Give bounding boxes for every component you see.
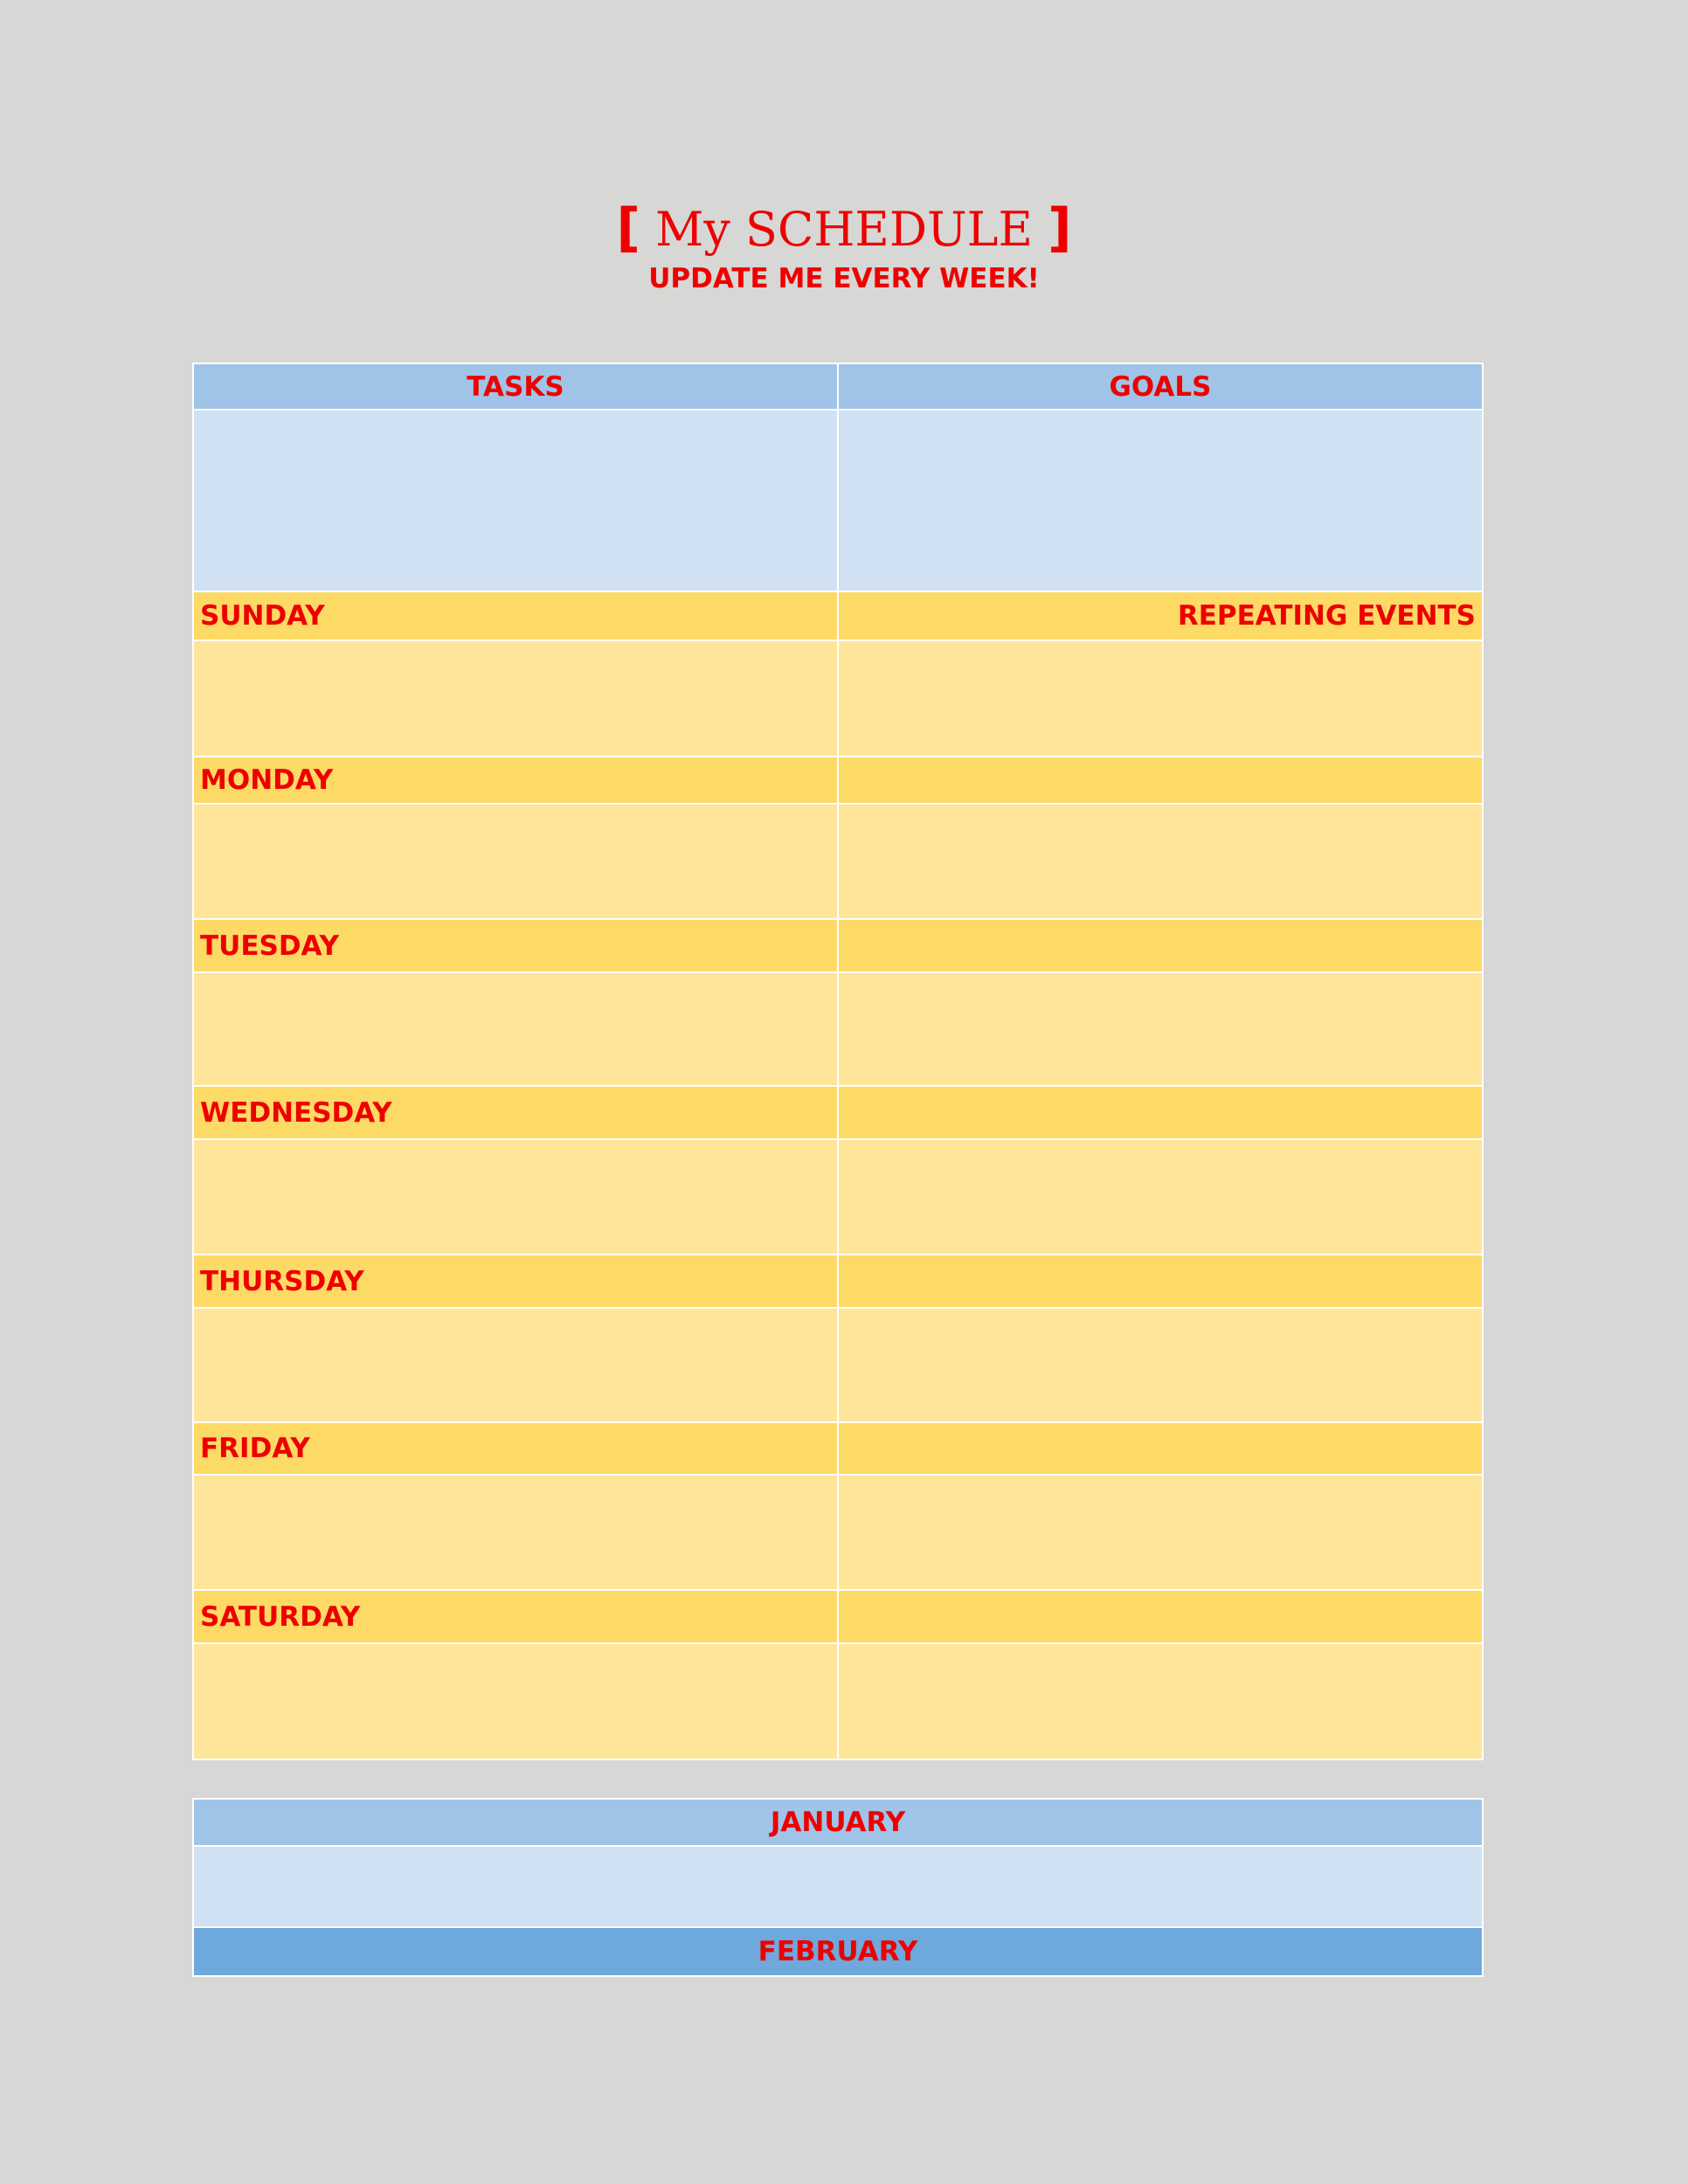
day-label-monday: MONDAY (194, 757, 837, 803)
friday-header-right-cell (839, 1423, 1482, 1474)
title-text: My SCHEDULE (655, 202, 1033, 257)
page-subtitle: UPDATE ME EVERY WEEK! (648, 263, 1040, 294)
repeating-events-label: REPEATING EVENTS (839, 592, 1482, 639)
sunday-events-cell[interactable] (839, 641, 1482, 756)
sunday-tasks-cell[interactable] (194, 641, 837, 756)
month-body-row-january (194, 1847, 1482, 1926)
thursday-events-cell[interactable] (839, 1309, 1482, 1421)
day-body-row-sunday (194, 641, 1482, 756)
table-header-row (194, 364, 1482, 409)
day-header-row-sunday (194, 592, 1482, 639)
monday-header-right-cell (839, 757, 1482, 803)
monthly-table (192, 1798, 1484, 1977)
month-header-row-february (194, 1928, 1482, 1975)
day-body-row-thursday (194, 1309, 1482, 1421)
day-body-row-monday (194, 805, 1482, 918)
wednesday-header-right-cell (839, 1087, 1482, 1138)
title-bracket-left: [ (616, 197, 640, 259)
goals-cell[interactable] (839, 411, 1482, 591)
day-header-row-saturday (194, 1591, 1482, 1642)
goals-column-header: GOALS (839, 364, 1482, 409)
day-label-thursday: THURSDAY (194, 1255, 837, 1307)
day-body-row-saturday (194, 1644, 1482, 1759)
monday-events-cell[interactable] (839, 805, 1482, 918)
day-label-wednesday: WEDNESDAY (194, 1087, 837, 1138)
day-body-row-tuesday (194, 973, 1482, 1085)
friday-events-cell[interactable] (839, 1476, 1482, 1589)
wednesday-events-cell[interactable] (839, 1140, 1482, 1254)
day-label-tuesday: TUESDAY (194, 920, 837, 971)
friday-tasks-cell[interactable] (194, 1476, 837, 1589)
wednesday-tasks-cell[interactable] (194, 1140, 837, 1254)
tuesday-events-cell[interactable] (839, 973, 1482, 1085)
tasks-column-header: TASKS (194, 364, 837, 409)
month-label-january: JANUARY (194, 1800, 1482, 1845)
monday-tasks-cell[interactable] (194, 805, 837, 918)
saturday-events-cell[interactable] (839, 1644, 1482, 1759)
day-header-row-monday (194, 757, 1482, 803)
title-bracket-right: ] (1048, 197, 1072, 259)
thursday-tasks-cell[interactable] (194, 1309, 837, 1421)
page-title (0, 197, 1688, 260)
day-label-sunday: SUNDAY (194, 592, 837, 639)
month-label-february: FEBRUARY (194, 1928, 1482, 1975)
day-header-row-wednesday (194, 1087, 1482, 1138)
day-body-row-wednesday (194, 1140, 1482, 1254)
tuesday-header-right-cell (839, 920, 1482, 971)
weekly-schedule-table (192, 363, 1484, 1760)
tasks-goals-row (194, 411, 1482, 591)
day-label-friday: FRIDAY (194, 1423, 837, 1474)
month-header-row-january (194, 1800, 1482, 1845)
day-header-row-tuesday (194, 920, 1482, 971)
day-header-row-thursday (194, 1255, 1482, 1307)
day-body-row-friday (194, 1476, 1482, 1589)
january-notes-cell[interactable] (194, 1847, 1482, 1926)
day-label-saturday: SATURDAY (194, 1591, 837, 1642)
saturday-header-right-cell (839, 1591, 1482, 1642)
tuesday-tasks-cell[interactable] (194, 973, 837, 1085)
thursday-header-right-cell (839, 1255, 1482, 1307)
day-header-row-friday (194, 1423, 1482, 1474)
tasks-cell[interactable] (194, 411, 837, 591)
saturday-tasks-cell[interactable] (194, 1644, 837, 1759)
